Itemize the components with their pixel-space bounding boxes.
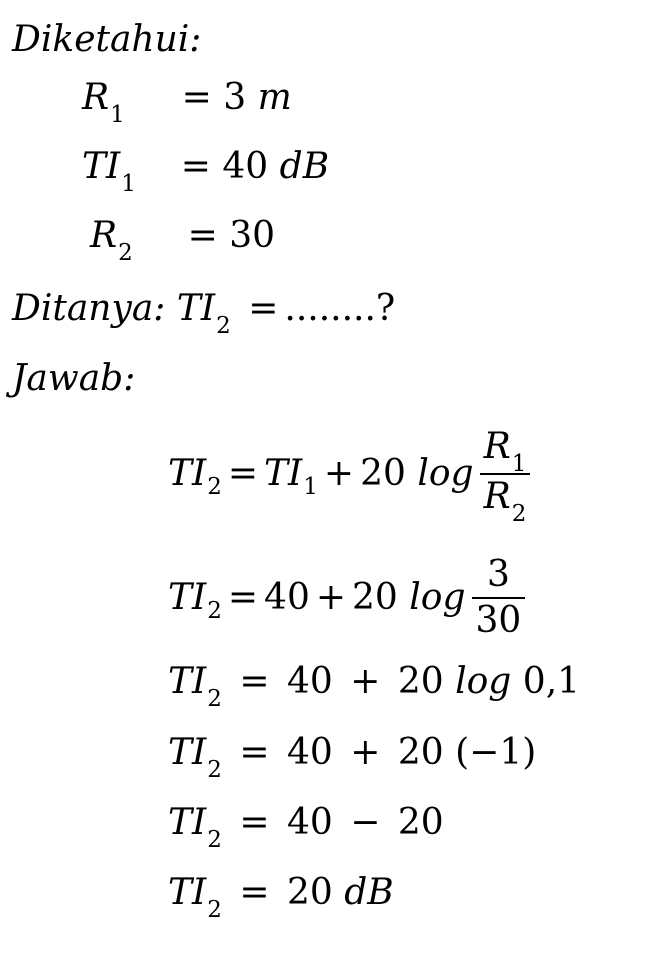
equals: = (187, 215, 218, 256)
subscript: 2 (118, 240, 133, 266)
lhs-subscript: 2 (207, 598, 222, 624)
coefficient: 20 (360, 453, 406, 494)
minus: − (350, 802, 381, 843)
equals: = (227, 453, 259, 494)
numerator: 3 (472, 553, 526, 599)
answer-heading: Jawab: (12, 358, 136, 399)
numerator-var: R (483, 426, 511, 467)
var: R (90, 215, 118, 256)
given-ti1 (82, 145, 330, 197)
term-var: TI (264, 453, 303, 494)
equals: = (239, 732, 270, 773)
lhs-var: TI (168, 802, 207, 843)
lhs-subscript: 2 (207, 897, 222, 923)
denominator-var: R (483, 476, 511, 517)
lhs-var: TI (168, 732, 207, 773)
log: log (417, 453, 474, 494)
given-r2 (90, 214, 276, 266)
unit: dB (279, 146, 330, 187)
given-heading: Diketahui: (12, 19, 202, 60)
term: 40 (286, 732, 333, 773)
subscript: 1 (110, 102, 125, 128)
answer-step-6 (168, 871, 394, 923)
denominator-subscript: 2 (511, 501, 527, 527)
fraction (472, 553, 526, 643)
unknown: ........? (284, 288, 396, 329)
lhs-var: TI (168, 661, 207, 702)
equals: = (239, 872, 270, 913)
value: 3 (223, 77, 247, 118)
log: log (455, 661, 512, 702)
value: 40 (222, 146, 269, 187)
numerator (480, 425, 531, 475)
equals: = (248, 288, 279, 329)
lhs-subscript: 2 (207, 827, 222, 853)
denominator: 30 (475, 600, 522, 641)
fraction (480, 425, 531, 527)
numerator-subscript: 1 (511, 451, 527, 477)
lhs-subscript: 2 (207, 757, 222, 783)
denominator (480, 475, 531, 527)
equals: = (180, 146, 211, 187)
term-subscript: 1 (303, 474, 318, 500)
subscript: 2 (216, 313, 231, 339)
answer-step-1 (168, 414, 530, 534)
lhs-var: TI (168, 453, 207, 494)
asked-line (12, 287, 396, 339)
equals: = (181, 77, 212, 118)
term: 40 (286, 802, 333, 843)
coefficient: 20 (397, 661, 444, 702)
answer-step-2 (168, 550, 525, 646)
var: TI (82, 146, 121, 187)
result-unit: dB (344, 872, 394, 913)
lhs-var: TI (168, 872, 207, 913)
equals: = (239, 661, 270, 702)
term-b: 20 (397, 802, 444, 843)
asked-heading: Ditanya: (12, 288, 166, 329)
coefficient: 20 (397, 732, 444, 773)
answer-step-3 (168, 660, 581, 712)
answer-step-5 (168, 801, 444, 853)
result-value: 20 (286, 872, 333, 913)
coefficient: 20 (352, 577, 398, 618)
plus: + (323, 453, 355, 494)
lhs-var: TI (168, 577, 207, 618)
plus: + (350, 661, 381, 702)
log: log (409, 577, 466, 618)
term: 40 (286, 661, 333, 702)
value: 30 (229, 215, 276, 256)
unit: m (257, 77, 292, 118)
given-r1 (82, 76, 292, 128)
log-argument: 0,1 (522, 661, 581, 702)
subscript: 1 (121, 171, 136, 197)
plus: + (350, 732, 381, 773)
var: TI (176, 288, 216, 329)
answer-step-4 (168, 731, 537, 783)
var: R (82, 77, 110, 118)
term: 40 (264, 577, 310, 618)
equals: = (239, 802, 270, 843)
lhs-subscript: 2 (207, 686, 222, 712)
equals: = (227, 577, 259, 618)
plus: + (315, 577, 347, 618)
parenthesized-value: (−1) (455, 732, 537, 773)
lhs-subscript: 2 (207, 474, 222, 500)
